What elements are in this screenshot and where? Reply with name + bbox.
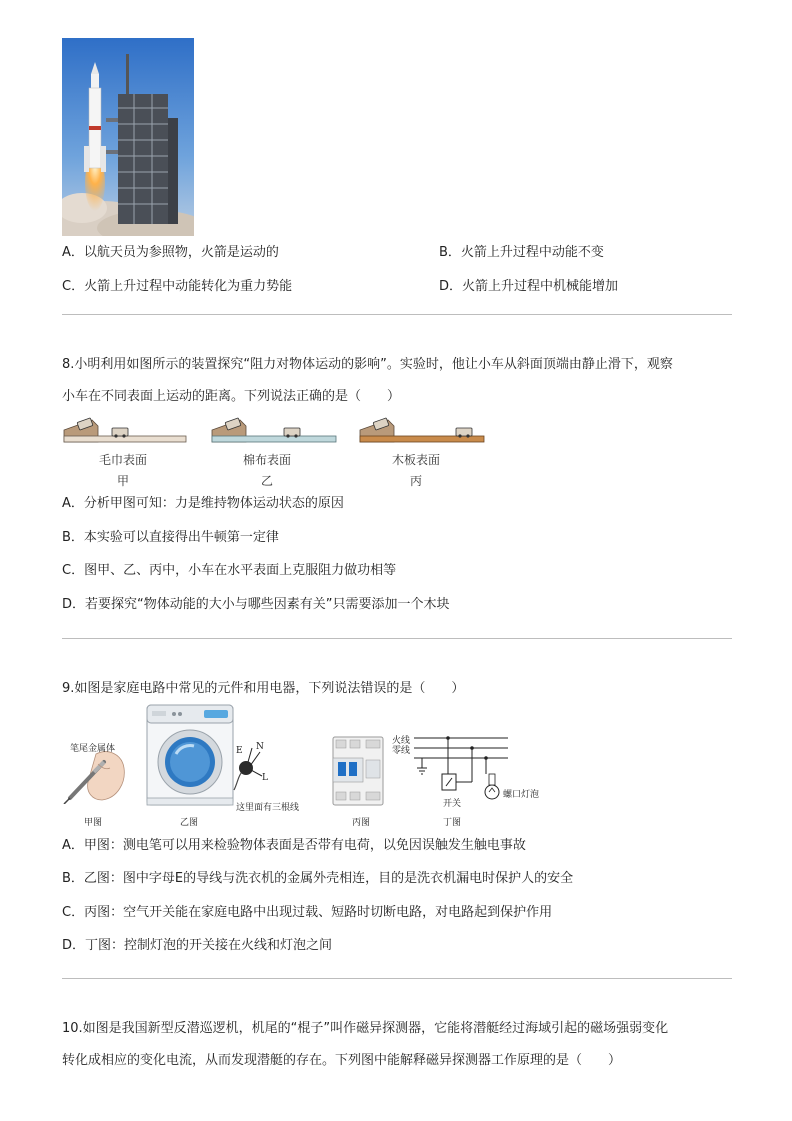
q8-stem-line1: 8.小明利用如图所示的装置探究“阻力对物体运动的影响”。实验时，他让小车从斜面顶端由静止滑下，观察: [62, 357, 673, 372]
divider: [62, 978, 732, 979]
q8-stem-line2: 小车在不同表面上运动的距离。下列说法正确的是（ ）: [62, 389, 401, 404]
washing-machine-figure: [146, 704, 236, 808]
q8-fig1-label: 甲: [116, 474, 129, 488]
plug-note: 这里面有三根线: [236, 803, 300, 813]
q9-option-b: B．乙图：图中字母E的导线与洗衣机的金属外壳相连，目的是洗衣机漏电时保护人的安全: [62, 871, 574, 886]
q7-option-c: C．火箭上升过程中动能转化为重力势能: [62, 279, 293, 294]
divider: [62, 314, 732, 315]
q9-option-c: C．丙图：空气开关能在家庭电路中出现过载、短路时切断电路，对电路起到保护作用: [62, 905, 553, 920]
q8-fig3-surface: 木板表面: [391, 453, 440, 467]
q8-option-a: A．分析甲图可知：力是维持物体运动状态的原因: [62, 496, 344, 511]
q8-fig2-surface: 棉布表面: [242, 453, 291, 467]
q7-option-a: A．以航天员为参照物，火箭是运动的: [62, 245, 279, 260]
fig-bing-caption: 丙图: [352, 818, 371, 828]
plug-label-e: E: [236, 746, 243, 756]
plug-label-n: N: [256, 742, 264, 752]
fig-ding-caption: 丁图: [443, 818, 462, 828]
ramp-cotton: [212, 418, 336, 442]
ramp-towel: [64, 418, 186, 442]
live-wire-label: 火线: [392, 736, 411, 746]
q9-option-a: A．甲图：测电笔可以用来检验物体表面是否带有电荷，以免因误触发生触电事故: [62, 838, 526, 853]
ramp-wood: [360, 418, 484, 442]
rocket-launch-photo: [62, 38, 194, 236]
q9-stem-line1: 9.如图是家庭电路中常见的元件和用电器，下列说法错误的是（ ）: [62, 681, 465, 696]
divider: [62, 638, 732, 639]
q7-option-b: B．火箭上升过程中动能不变: [439, 245, 604, 260]
q7-option-d: D．火箭上升过程中机械能增加: [439, 279, 619, 294]
q8-option-d: D．若要探究“物体动能的大小与哪些因素有关”只需要添加一个木块: [62, 597, 450, 612]
q8-ramp-figures: [62, 412, 486, 446]
plug-label-l: L: [262, 773, 268, 783]
neutral-wire-label: 零线: [392, 746, 411, 756]
q8-fig2-label: 乙: [260, 474, 273, 488]
pen-tail-label: 笔尾金属体: [70, 744, 116, 754]
air-switch-figure: [332, 736, 384, 806]
bulb-label: 螺口灯泡: [503, 790, 540, 800]
fig-jia-caption: 甲图: [84, 818, 103, 828]
q8-fig3-label: 丙: [409, 474, 422, 488]
circuit-wiring-figure: [414, 730, 510, 806]
q8-option-c: C．图甲、乙、丙中，小车在水平表面上克服阻力做功相等: [62, 563, 397, 578]
q10-stem-line1: 10.如图是我国新型反潜巡逻机，机尾的“棍子”叫作磁异探测器，它能将潜艇经过海域引起的磁场强弱变化: [62, 1021, 669, 1036]
q8-option-b: B．本实验可以直接得出牛顿第一定律: [62, 530, 279, 545]
q9-option-d: D．丁图：控制灯泡的开关接在火线和灯泡之间: [62, 938, 333, 953]
q8-fig1-surface: 毛巾表面: [98, 453, 147, 467]
fig-yi-caption: 乙图: [180, 818, 199, 828]
switch-label: 开关: [443, 799, 462, 809]
q10-stem-line2: 转化成相应的变化电流，从而发现潜艇的存在。下列图中能解释磁异探测器工作原理的是（ ）: [62, 1053, 622, 1068]
